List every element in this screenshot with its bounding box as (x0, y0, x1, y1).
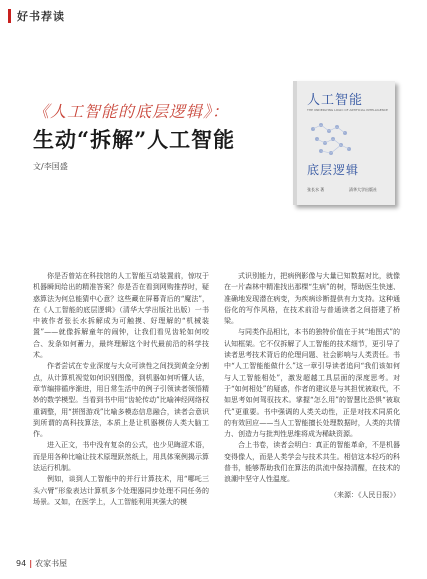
article-title: 生动“拆解”人工智能 (33, 127, 236, 152)
book-title-bottom: 底层逻辑 (307, 163, 360, 177)
footer-divider: | (29, 559, 33, 568)
paragraph: 例如，谈到人工智能中的并行计算技术，用“哪吒三头六臂”形象表达计算机多个处理器同步处理不同任务的场景。又如，在医学上，人工智能利用其强大的模 (33, 475, 209, 506)
paragraph: 式识别能力，把病例影像与大量已知数据对比，就像在一片森林中精准找出那棵“生病”的树，帮助医生快速、准确地发现潜在病变，为疾病诊断提供有力支持。这种通俗化的写作风格，在技术前沿与普通读者之间搭建了桥梁。 (224, 272, 400, 326)
article-column-left (33, 271, 209, 508)
byline: 文/李国盛 (33, 162, 68, 171)
paragraph: 与同类作品相比，本书的独特价值在于其“地图式”的认知框架。它不仅拆解了人工智能的技术细节，更引导了读者思考技术背后的伦理问题、社会影响与人类责任。书中“人工智能能做什么”这一章引导读者追问“我们该如何与人工智能相处”，激发超越工具层面的深度思考。对于“如何相处”的疑惑，作者的建议是与其担忧被取代，不如思考如何驾驭技术。掌握“怎么用”的智慧比恐惧“被取代”更重要。书中强调的人类关动性，正是对技术同质化的有效回应——当人工智能擅长处理数据时，人类的共情力、创造力与批判性思维将成为稀缺资源。 (224, 328, 400, 439)
paragraph: 进入正文，书中没有复杂的公式，也少见晦涩术语，而是用各种比喻让技术原理跃然纸上，用具体案例揭示算法运行机制。 (33, 441, 209, 473)
paragraph: 你是否曾站在科技馆的人工智能互动装置前，惊叹于机器瞬间给出的精准答案？你是否在看到网购推荐时，疑惑算法为何总能猜中心意？这些藏在屏幕背后的“魔法”，在《人工智能的底层逻辑》（清华大学出版社出版）一书中被作者张长水拆解成为可触摸、好理解的“机械装置”——就像拆解童年的闹钟，让我们看见齿轮如何咬合、发条如何蓄力，最终理解这个时代最前沿的科学技术。 (33, 272, 209, 360)
book-cover-image (293, 81, 395, 205)
book-english-title: THE UNDERLYING LOGIC OF ARTIFICIAL INTELLIGENCE (307, 108, 388, 112)
book-title-top: 人工智能 (307, 93, 364, 108)
book-spine (293, 81, 297, 205)
magazine-name: 农家书屋 (35, 559, 68, 568)
paragraph: 合上书卷，读者会明白：真正的智能革命，不是机器变得像人，而是人类学会与技术共生。相信这本轻巧的科普书，能够帮助我们在算法的洪流中保持清醒，在技术的浪潮中坚守人性温度。 (224, 441, 400, 484)
section-title: 好书荐读 (17, 10, 65, 23)
book-author: 张长水 著 (307, 187, 325, 192)
source-credit: （来源：《人民日报》） (330, 490, 400, 499)
book-publisher: 清华大学出版社 (349, 187, 377, 192)
book-cover-art (307, 119, 367, 159)
page-footer (16, 558, 67, 569)
article-subtitle: 《人工智能的底层逻辑》： (33, 102, 230, 121)
article-column-right (224, 271, 400, 501)
paragraph: 作者尝试在专业深度与大众可读性之间找到黄金分割点，从计算机视觉如何识别图像，到机器如何听懂人话，章节编排循序渐进，用日常生活中的例子引领读者领悟精妙的数学模型。当看到书中用“齿轮传动”比喻神经网络权重调整，用“拼图游戏”比喻多模态信息融合，读者会意识到所谓的高科技算法，本质上是让机器模仿人类大脑工作。 (33, 362, 209, 439)
section-marker (8, 9, 11, 23)
page-number: 94 (16, 559, 27, 568)
